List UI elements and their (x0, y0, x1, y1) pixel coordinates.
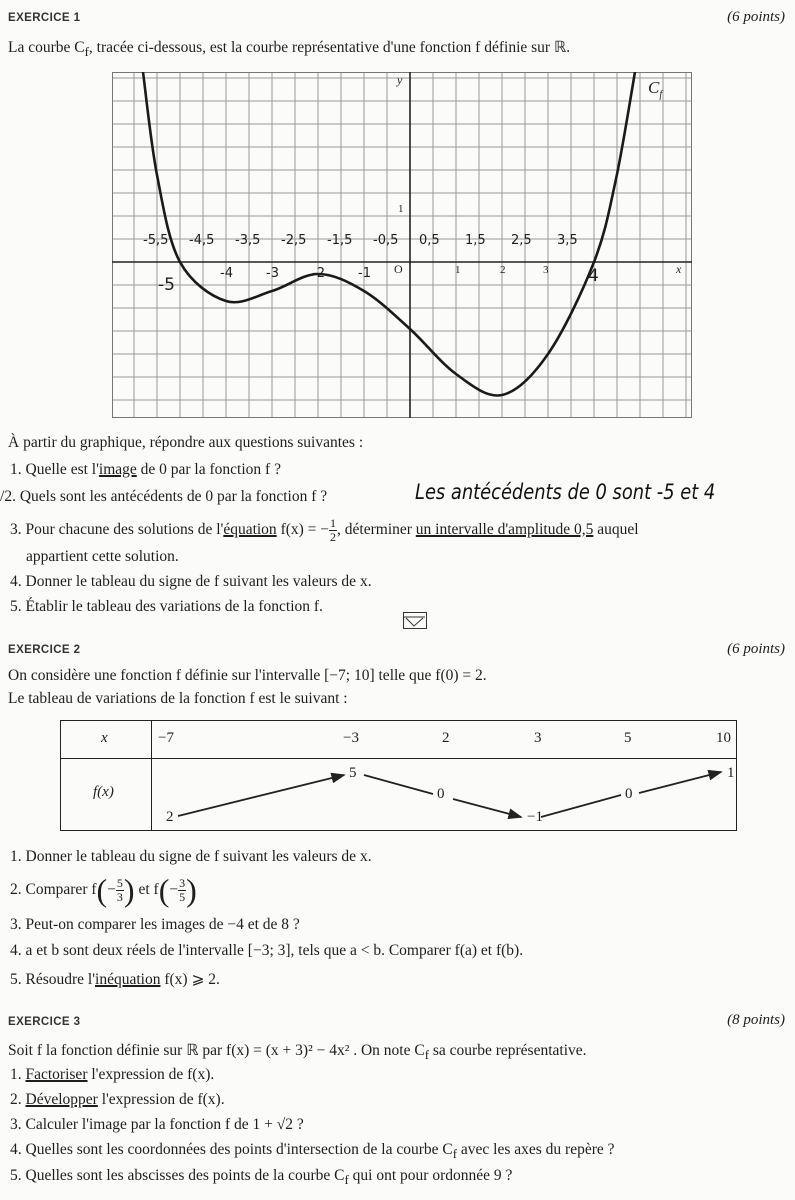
handwritten-tick: -0,5 (373, 233, 399, 248)
ex2-question-3: 3. Peut-on comparer les images de −4 et de 8 ? (10, 916, 300, 933)
exercise-1-intro (8, 38, 570, 60)
x-value: 3 (534, 730, 542, 746)
ex2-question-5 (10, 970, 220, 989)
f-value: 0 (625, 786, 633, 802)
fx-header: f(x) (93, 784, 114, 800)
f-value: 2 (166, 809, 174, 825)
intro-rest: , tracée ci-dessous, est la courbe représentative d'une fonction f définie sur ℝ. (88, 39, 571, 56)
handwritten-tick: -2 (312, 266, 325, 281)
x-value: −3 (343, 730, 359, 746)
numerator: 3 (179, 876, 186, 890)
handwritten-tick: -1,5 (327, 233, 353, 248)
paren: ( (96, 872, 108, 908)
q-underlined: inéquation (95, 971, 161, 988)
ex1-question-2 (0, 488, 327, 506)
exercise-3-points: (8 points) (727, 1012, 785, 1028)
q-text: 2. Comparer f (10, 881, 97, 899)
ex3-question-3: 3. Calculer l'image par la fonction f de 1 + √2 ? (10, 1116, 304, 1133)
handwritten-tick: 0,5 (419, 233, 440, 248)
exercise-3-title: EXERCICE 3 (8, 1016, 81, 1028)
exercise-2-title: EXERCICE 2 (8, 644, 81, 656)
q-text: de 0 par la fonction f ? (136, 461, 281, 478)
handwritten-tick: -3,5 (235, 233, 261, 248)
ex3-question-5 (10, 1167, 512, 1188)
q-text: f(x) ⩾ 2. (160, 971, 220, 988)
q-text: 4. Quelles sont les coordonnées des points d'intersection de la courbe C (10, 1141, 453, 1158)
exercise-2-intro-2: Le tableau de variations de la fonction f est le suivant : (8, 690, 348, 707)
table-sketch-icon (403, 612, 427, 629)
handwritten-tick: -5,5 (143, 233, 169, 248)
x-header: x (101, 730, 108, 746)
handwritten-answer: Les antécédents de 0 sont -5 et 4 (415, 480, 716, 504)
q-text: , déterminer (337, 521, 416, 539)
q-text: avec les axes du repère ? (457, 1141, 615, 1158)
ex1-question-3 (10, 517, 639, 544)
handwritten-tick: 2,5 (511, 233, 532, 248)
curve-label-text: C (648, 78, 660, 97)
intro-sub: f (424, 1047, 430, 1063)
denominator: 5 (179, 890, 186, 904)
handwritten-tick: -5 (158, 275, 175, 295)
q-underlined: image (98, 461, 137, 478)
x-tick-2: 2 (500, 264, 506, 276)
q-text: 5. Résoudre l' (10, 971, 96, 988)
ex1-question-1 (10, 461, 281, 479)
variation-arrows (61, 721, 738, 832)
handwritten-tick: -2,5 (281, 233, 307, 248)
numerator: 1 (330, 516, 337, 530)
q-num: 1. (10, 1066, 26, 1083)
denominator: 2 (330, 530, 337, 544)
handwritten-tick: -1 (358, 266, 371, 281)
q-text: auquel (593, 521, 639, 539)
q-text: 2. Quels sont les antécédents de 0 par la fonction f ? (4, 488, 328, 505)
ex3-question-2 (10, 1091, 225, 1109)
intro-text: La courbe C (8, 39, 85, 56)
exercise-3-intro (8, 1041, 587, 1063)
intro-sub: f (84, 44, 89, 60)
q-underlined: un intervalle d'amplitude 0,5 (415, 521, 594, 539)
q-num: 2. (10, 1091, 26, 1108)
x-value: 5 (624, 730, 632, 746)
fraction (178, 877, 186, 904)
exercise-1-lead: À partir du graphique, répondre aux questions suivantes : (8, 434, 364, 451)
y-axis-label: y (397, 73, 403, 87)
q-underlined: Développer (25, 1091, 98, 1108)
q-text: l'expression de f(x). (97, 1091, 225, 1108)
handwritten-tick: -3 (266, 266, 279, 281)
paren: ( (158, 872, 170, 908)
x-value: −7 (158, 730, 174, 746)
fraction (329, 517, 337, 544)
exercise-2-points: (6 points) (727, 641, 785, 657)
handwritten-tick: -4,5 (189, 233, 215, 248)
q-text: 1. Quelle est l' (10, 461, 99, 478)
q-text: l'expression de f(x). (87, 1066, 215, 1083)
ex3-question-1 (10, 1066, 214, 1084)
ex1-question-4: 4. Donner le tableau du signe de f suivant les valeurs de x. (10, 573, 372, 590)
exercise-1-points: (6 points) (727, 9, 785, 25)
ex2-question-2: 2. Comparer f(− $\frac{5}{3}$ ) et f(− $\frac{3}{5}$ ) (10, 872, 197, 908)
variation-table (60, 720, 737, 831)
x-tick-1: 1 (455, 264, 461, 276)
check-mark: / (0, 488, 5, 505)
handwritten-tick: 3,5 (557, 233, 578, 248)
q-text: qui ont pour ordonnée 9 ? (348, 1167, 513, 1184)
q-text: f(x) = − (276, 521, 330, 539)
q-underlined: Factoriser (25, 1066, 88, 1083)
curve-label (648, 78, 662, 100)
x-axis-label: x (676, 262, 682, 276)
paren: ) (123, 872, 135, 908)
curve-label-sub: f (659, 89, 663, 101)
ex2-question-1: 1. Donner le tableau du signe de f suivant les valeurs de x. (10, 848, 372, 865)
denominator: 3 (116, 890, 123, 904)
f-value: 5 (349, 765, 357, 781)
paren: ) (186, 872, 197, 908)
origin-label: O (394, 262, 403, 276)
q-text: et f (134, 881, 159, 899)
exercise-1-title: EXERCICE 1 (8, 12, 81, 24)
handwritten-tick: 1,5 (465, 233, 486, 248)
q-underlined: équation (223, 521, 277, 539)
ex1-question-5: 5. Établir le tableau des variations de la fonction f. (10, 598, 323, 615)
handwritten-tick: 4 (588, 266, 599, 286)
ex2-question-4: 4. a et b sont deux réels de l'intervalle [−3; 3], tels que a < b. Comparer f(a) et f(b). (10, 942, 524, 959)
ex1-question-3-cont: appartient cette solution. (26, 548, 179, 565)
f-value: −1 (527, 809, 543, 825)
x-tick-3: 3 (543, 264, 549, 276)
q-sub: f (452, 1146, 458, 1162)
x-value: 10 (716, 730, 731, 746)
numerator: 5 (116, 876, 123, 890)
q-text: 5. Quelles sont les abscisses des points de la courbe C (10, 1167, 345, 1184)
fraction (116, 877, 124, 904)
handwritten-tick: -4 (220, 266, 233, 281)
intro-text: Soit f la fonction définie sur ℝ par f(x) = (x + 3)² − 4x² . On note C (8, 1042, 425, 1059)
exercise-2-intro-1: On considère une fonction f définie sur l'intervalle [−7; 10] telle que f(0) = 2. (8, 667, 487, 684)
intro-rest: sa courbe représentative. (429, 1042, 587, 1059)
ex3-question-4 (10, 1141, 615, 1162)
q-text: 3. Pour chacune des solutions de l' (10, 521, 224, 539)
q-sub: f (344, 1172, 349, 1188)
f-value: 1 (727, 765, 735, 781)
y-tick-1: 1 (398, 203, 404, 215)
f-value: 0 (437, 786, 445, 802)
x-value: 2 (442, 730, 450, 746)
